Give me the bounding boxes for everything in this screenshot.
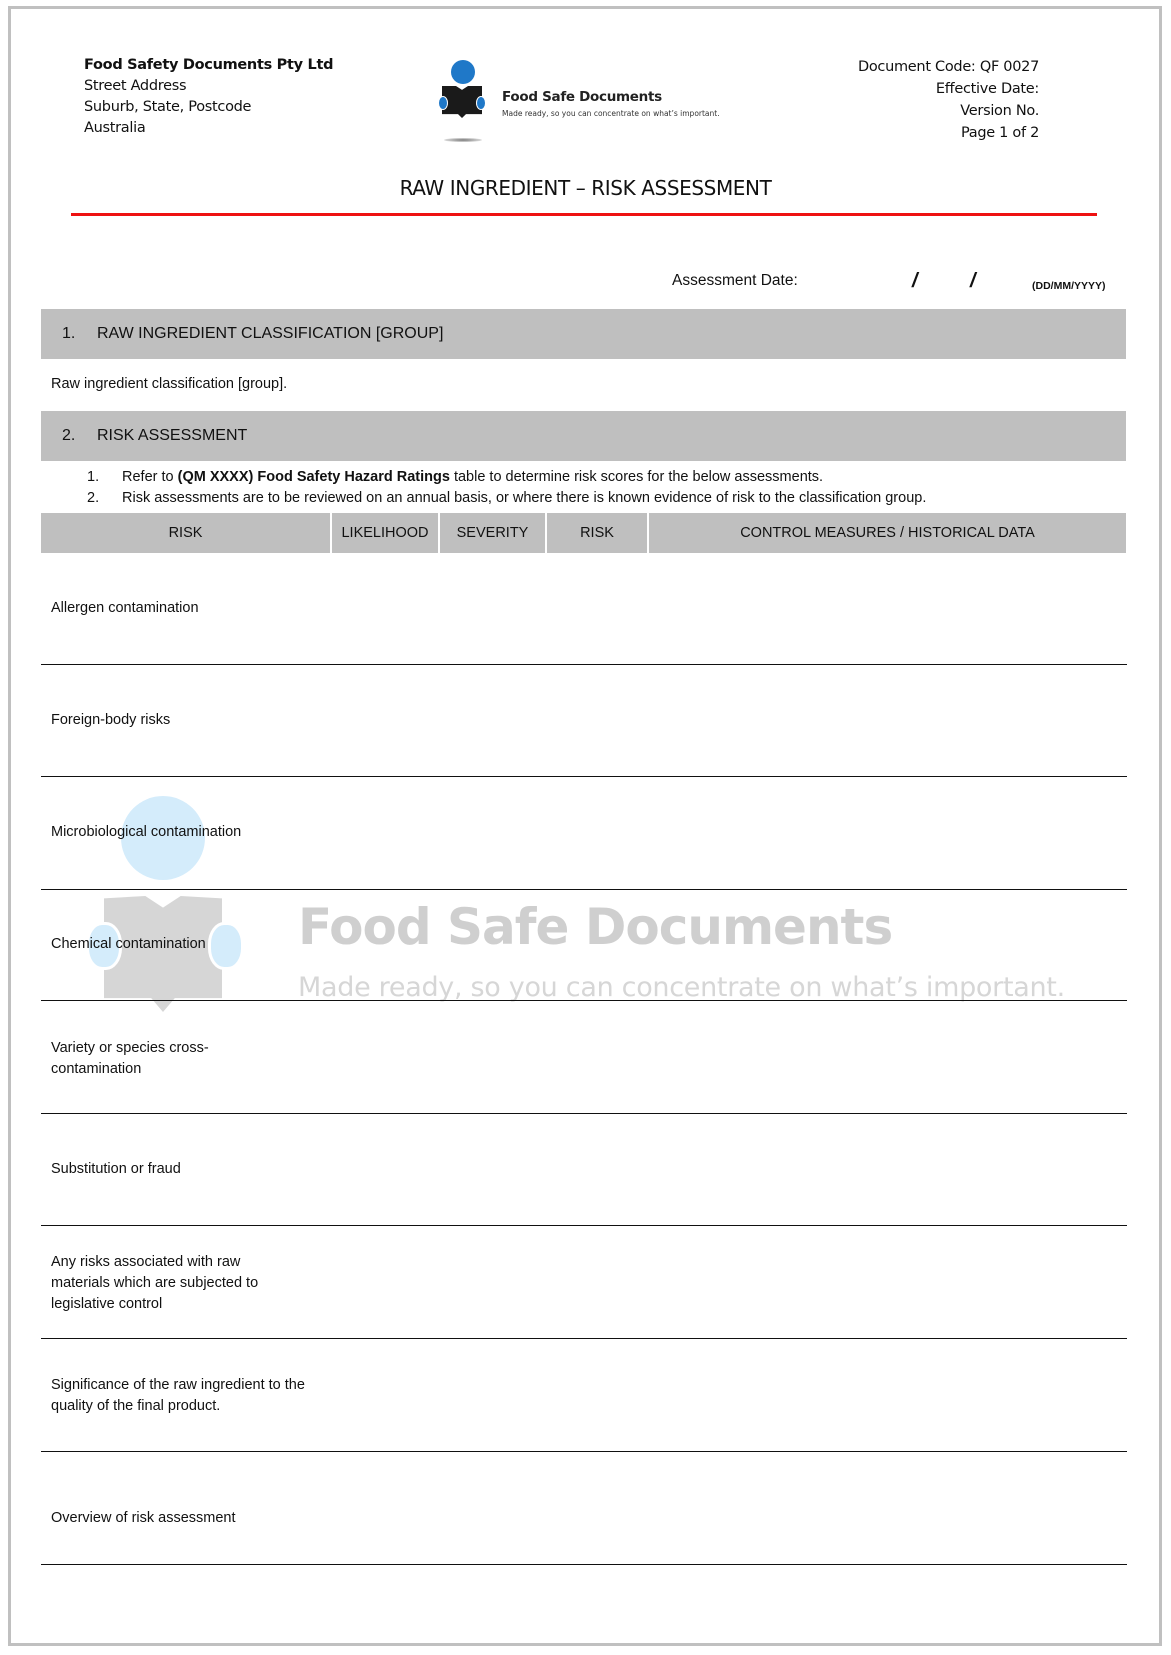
risk-label: Microbiological contamination	[51, 824, 242, 840]
version-number: Version No.	[960, 103, 1039, 119]
section-heading-classification	[41, 309, 1126, 359]
effective-date: Effective Date:	[935, 81, 1039, 97]
table-row[interactable]	[41, 777, 1127, 890]
date-format-hint: (DD/MM/YYYY)	[1032, 280, 1106, 292]
table-row[interactable]	[41, 1339, 1127, 1452]
section-number: 1.	[62, 325, 76, 342]
logo-hand-icon	[438, 96, 448, 110]
hazard-ratings-reference: (QM XXXX) Food Safety Hazard Ratings	[177, 469, 450, 485]
logo-hand-icon	[476, 96, 486, 110]
company-logo	[438, 56, 738, 148]
address-line: Australia	[84, 120, 146, 136]
address-line: Street Address	[84, 78, 187, 94]
table-row[interactable]	[41, 1226, 1127, 1339]
note-item: 1. Refer to (QM XXXX) Food Safety Hazard Ratings table to determine risk scores for the below assessments.	[87, 469, 824, 485]
risk-label: Chemical contamination	[51, 936, 206, 952]
column-header-risk: RISK	[41, 513, 332, 553]
watermark-brand: Food Safe Documents	[298, 898, 893, 956]
risk-label: Substitution or fraud	[51, 1161, 181, 1177]
document-meta	[858, 56, 1039, 144]
classification-text[interactable]: Raw ingredient classification [group].	[51, 376, 288, 392]
logo-shadow	[444, 138, 482, 142]
logo-head-icon	[451, 60, 475, 84]
risk-label: Overview of risk assessment	[51, 1510, 236, 1526]
company-name: Food Safety Documents Pty Ltd	[84, 57, 334, 73]
section-heading-risk-assessment	[41, 411, 1126, 461]
risk-table-header	[41, 513, 1126, 553]
column-header-severity: SEVERITY	[440, 513, 547, 553]
table-row[interactable]	[41, 1452, 1127, 1565]
date-separator: /	[912, 270, 918, 292]
risk-label: Variety or species cross-contamination	[51, 1040, 209, 1077]
risk-label: Significance of the raw ingredient to the quality of the final product.	[51, 1377, 305, 1414]
document-code: Document Code: QF 0027	[857, 59, 1039, 75]
logo-brand-text: Food Safe Documents	[502, 89, 662, 105]
section-title: RISK ASSESSMENT	[97, 427, 248, 444]
column-header-risk-score: RISK	[547, 513, 649, 553]
page-number: Page 1 of 2	[960, 125, 1039, 141]
assessment-date-label: Assessment Date:	[672, 272, 798, 289]
address-line: Suburb, State, Postcode	[84, 99, 252, 115]
date-separator: /	[970, 270, 976, 292]
risk-label: Foreign-body risks	[51, 712, 171, 728]
table-row[interactable]	[41, 665, 1127, 777]
table-row[interactable]	[41, 1001, 1127, 1114]
logo-tagline: Made ready, so you can concentrate on what’s important.	[502, 109, 720, 118]
table-row[interactable]	[41, 890, 1127, 1001]
company-address-block	[84, 55, 333, 139]
title-divider	[71, 213, 1097, 216]
table-row[interactable]	[41, 1114, 1127, 1226]
section-title: RAW INGREDIENT CLASSIFICATION [GROUP]	[97, 325, 444, 342]
section-number: 2.	[62, 427, 76, 444]
assessment-date-field	[672, 270, 1106, 292]
document-title: RAW INGREDIENT – RISK ASSESSMENT	[399, 176, 772, 200]
risk-label: Allergen contamination	[51, 600, 199, 616]
risk-label: Any risks associated with raw materials which are subjected to legislative control	[51, 1254, 259, 1312]
column-header-control-measures: CONTROL MEASURES / HISTORICAL DATA	[649, 513, 1126, 553]
table-row[interactable]	[41, 553, 1127, 665]
watermark-tagline: Made ready, so you can concentrate on what’s important.	[298, 972, 1065, 1003]
column-header-likelihood: LIKELIHOOD	[332, 513, 440, 553]
risk-assessment-notes	[87, 467, 926, 509]
note-item: 2. Risk assessments are to be reviewed on an annual basis, or where there is known evidence of risk to the classification group.	[87, 490, 927, 506]
